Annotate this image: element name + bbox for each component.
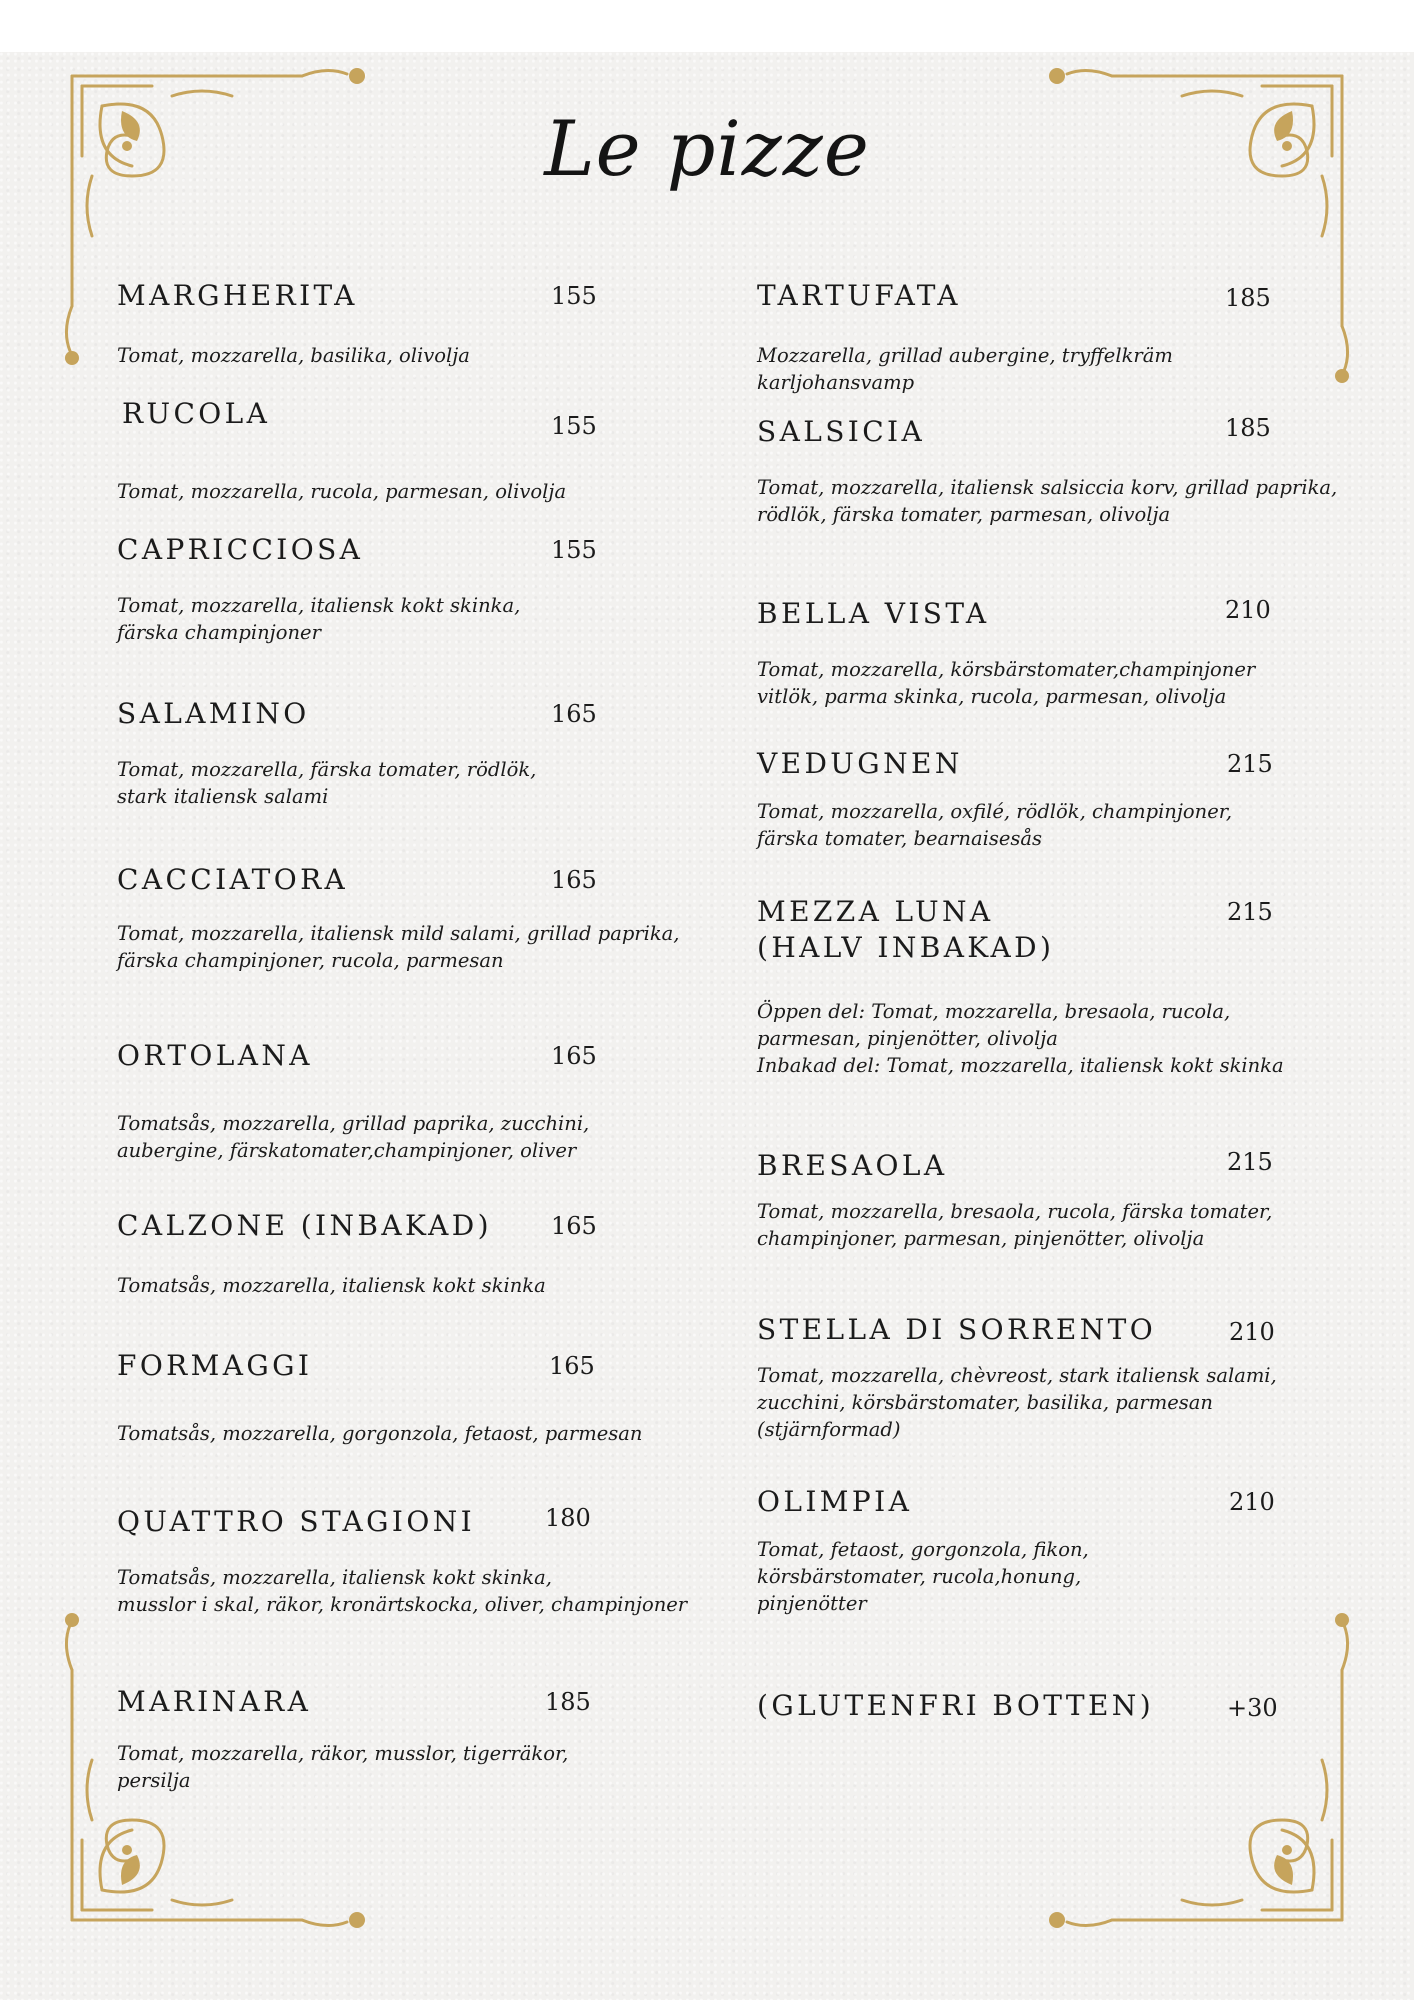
pizza-name (757, 894, 1054, 966)
pizza-name: ORTOLANA (117, 1039, 313, 1072)
pizza-price: 185 (545, 1688, 591, 1716)
pizza-price: 210 (1229, 1318, 1275, 1346)
pizza-ingredients: Tomatsås, mozzarella, gorgonzola, fetaost, parmesan (117, 1422, 643, 1445)
pizza-ingredients: Tomat, mozzarella, italiensk mild salami, grillad paprika, färska champinjoner, rucola, parmesan (117, 922, 680, 972)
pizza-name: STELLA DI SORRENTO (757, 1313, 1157, 1346)
pizza-ingredients: Tomat, mozzarella, italiensk kokt skinka, färska champinjoner (117, 594, 521, 644)
pizza-ingredients: Mozzarella, grillad aubergine, tryffelkräm karljohansvamp (757, 344, 1173, 394)
pizza-price: 180 (545, 1504, 591, 1532)
pizza-name: FORMAGGI (117, 1349, 313, 1382)
pizza-name: RUCOLA (122, 397, 271, 430)
pizza-name: TARTUFATA (757, 279, 961, 312)
pizza-price: 155 (551, 536, 597, 564)
pizza-price: 155 (551, 282, 597, 310)
pizza-name-line1: MEZZA LUNA (757, 895, 994, 928)
pizza-ingredients: Tomat, mozzarella, färska tomater, rödlök, stark italiensk salami (117, 758, 537, 808)
pizza-ingredients: Tomat, fetaost, gorgonzola, fikon, körsbärstomater, rucola,honung, pinjenötter (757, 1538, 1089, 1615)
pizza-name: (GLUTENFRI BOTTEN) (757, 1689, 1155, 1722)
pizza-price: 215 (1227, 1148, 1273, 1176)
pizza-name: MARGHERITA (117, 279, 358, 312)
pizza-price: 165 (551, 866, 597, 894)
pizza-name: QUATTRO STAGIONI (117, 1505, 476, 1538)
pizza-name: OLIMPIA (757, 1485, 913, 1518)
pizza-price: 215 (1227, 750, 1273, 778)
pizza-price: +30 (1227, 1694, 1278, 1722)
pizza-ingredients: Tomatsås, mozzarella, italiensk kokt skinka, musslor i skal, räkor, kronärtskocka, oliver, champinjoner (117, 1566, 688, 1616)
pizza-ingredients: Tomat, mozzarella, bresaola, rucola, färska tomater, champinjoner, parmesan, pinjenötter, olivolja (757, 1200, 1273, 1250)
pizza-name: CALZONE (INBAKAD) (117, 1209, 492, 1242)
pizza-name: VEDUGNEN (757, 747, 963, 780)
pizza-name: SALSICIA (757, 415, 926, 448)
corner-flourish-icon (1012, 1610, 1352, 1930)
pizza-price: 165 (549, 1352, 595, 1380)
pizza-ingredients: Öppen del: Tomat, mozzarella, bresaola, rucola, parmesan, pinjenötter, olivolja Inbakad del: Tomat, mozzarella, italiensk kokt skinka (757, 1000, 1284, 1077)
pizza-ingredients: Tomat, mozzarella, körsbärstomater,champinjoner vitlök, parma skinka, rucola, parmesan, olivolja (757, 658, 1256, 708)
pizza-name: MARINARA (117, 1685, 312, 1718)
pizza-price: 185 (1225, 414, 1271, 442)
pizza-name: CACCIATORA (117, 863, 349, 896)
pizza-ingredients: Tomatsås, mozzarella, italiensk kokt skinka (117, 1274, 546, 1297)
page-title: Le pizze (544, 104, 870, 193)
pizza-name: SALAMINO (117, 697, 310, 730)
pizza-price: 165 (551, 1212, 597, 1240)
pizza-ingredients: Tomat, mozzarella, chèvreost, stark italiensk salami, zucchini, körsbärstomater, basilika, parmesan (stjärnformad) (757, 1364, 1277, 1441)
pizza-price: 165 (551, 700, 597, 728)
pizza-ingredients: Tomatsås, mozzarella, grillad paprika, zucchini, aubergine, färskatomater,champinjoner, oliver (117, 1112, 590, 1162)
pizza-ingredients: Tomat, mozzarella, rucola, parmesan, olivolja (117, 480, 567, 503)
pizza-name: BRESAOLA (757, 1149, 948, 1182)
pizza-ingredients: Tomat, mozzarella, basilika, olivolja (117, 344, 470, 367)
pizza-ingredients: Tomat, mozzarella, italiensk salsiccia korv, grillad paprika, rödlök, färska tomater, parmesan, olivolja (757, 476, 1338, 526)
pizza-price: 155 (551, 412, 597, 440)
pizza-price: 210 (1225, 596, 1271, 624)
pizza-price: 210 (1229, 1488, 1275, 1516)
pizza-ingredients: Tomat, mozzarella, räkor, musslor, tigerräkor, persilja (117, 1742, 569, 1792)
pizza-ingredients: Tomat, mozzarella, oxfilé, rödlök, champinjoner, färska tomater, bearnaisesås (757, 800, 1233, 850)
pizza-name: BELLA VISTA (757, 597, 990, 630)
pizza-name-line2: (HALV INBAKAD) (757, 931, 1055, 964)
pizza-price: 215 (1227, 898, 1273, 926)
pizza-name: CAPRICCIOSA (117, 533, 364, 566)
pizza-price: 185 (1225, 284, 1271, 312)
pizza-price: 165 (551, 1042, 597, 1070)
